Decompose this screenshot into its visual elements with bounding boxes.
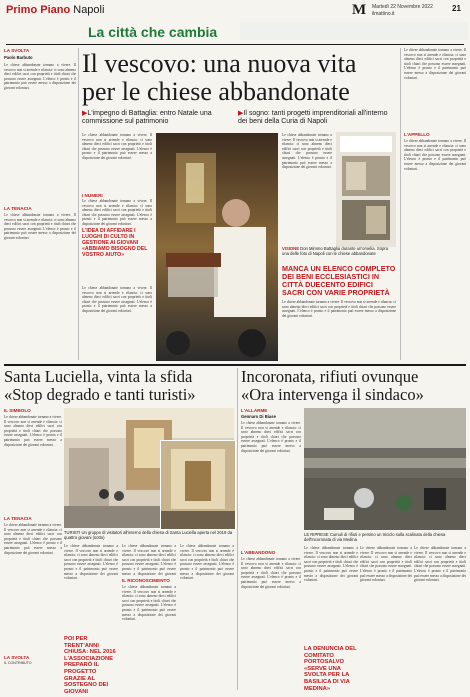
right-body-1: Le chiese abbandonate tornano a vivere. Il vescovo non si arrende e rilancia: ci sono almeno dieci edifici sacri con proprietà e titoli chiari che possono essere assegnati. L'elenco è pronto e il patrimonio può essere messo a disposizione dei giovani volontari. <box>404 48 466 80</box>
left-label-2: LA TENACIA <box>4 206 32 211</box>
site-url: ilmattino.it <box>372 11 395 17</box>
story2-body-2: Le chiese abbandonate tornano a vivere. Il vescovo non si arrende e rilancia: ci sono almeno dieci edifici sacri con proprietà e titoli chiari che possono essere assegnati. L'elenco è pronto e il patrimonio può essere messo a disposizione dei giovani volontari. <box>4 523 62 555</box>
triangle-icon: ▶ <box>238 110 244 117</box>
allarme-label: L'ALLARME <box>241 408 268 413</box>
luciella-caption: TURISTI Un gruppo di visitatori all'interno della chiesa di Santa Luciella aperta nel 2019 da quattro giovani (sotto) <box>64 530 233 540</box>
main-subhead-2: ▶Il sogno: tanti progetti imprenditoriali all'interno dei beni della Curia di Napoli <box>238 110 388 125</box>
main-col-1 <box>82 133 152 228</box>
story2-quote-2: POI PER TRENT'ANNI CHIUSA: NEL 2016 L'ASSOCIAZIONE PREPARÒ IL PROGETTO GRAZIE AL SOSTEGNO DEI GIOVANI <box>64 636 116 695</box>
story3-quote: LA DENUNCIA DEL COMITATO PORTOSALVO «SERVE UNA SVOLTA PER LA BASILICA DI VIA MEDINA» <box>304 646 357 692</box>
masthead <box>0 0 470 22</box>
story3-col-1 <box>241 408 301 548</box>
elenco-box: MANCA UN ELENCO COMPLETO DEI BENI ECCLESIASTICI IN CITTÀ DUECENTO EDIFICI SACRI CON VARIE PROPRIETÀ <box>282 264 396 297</box>
abbandono-label: L'ABBANDONO <box>241 550 276 555</box>
main-body-4: Le chiese abbandonate tornano a vivere. Il vescovo non si arrende e rilancia: ci sono almeno dieci edifici sacri con proprietà e titoli chiari che possono essere assegnati. L'elenco è pronto e il patrimonio può essere messo a disposizione dei giovani volontari. <box>282 133 332 170</box>
story2-body-5: Le chiese abbandonate tornano a vivere. Il vescovo non si arrende e rilancia: ci sono almeno dieci edifici sacri con proprietà e titoli chiari che possono essere assegnati. L'elenco è pronto e il patrimonio può essere messo a disposizione dei giovani volontari. <box>122 585 176 622</box>
right-column <box>404 48 466 362</box>
story3-headline: Incoronata, rifiuti ovunque «Ora intervenga il sindaco» <box>241 367 424 404</box>
story2-body-4: Le chiese abbandonate tornano a vivere. Il vescovo non si arrende e rilancia: ci sono almeno dieci edifici sacri con proprietà e titoli chiari che possono essere assegnati. L'elenco è pronto e il patrimonio può essere messo a disposizione dei giovani <box>122 544 176 576</box>
story3-body-4: Le chiese abbandonate tornano a vivere. Il vescovo non si arrende e rilancia: ci sono almeno dieci edifici sacri con proprietà e titoli chiari che possono essere assegnati. L'elenco è pronto e il patrimonio può essere messo a disposizione dei giovani volontari. <box>360 546 412 583</box>
right-divider <box>400 48 401 360</box>
incoronata-photo-svg <box>304 408 466 530</box>
issue-date: Martedì 22 Novembre 2022 <box>372 4 433 10</box>
bishop-photo-svg <box>156 133 278 361</box>
numbers-label: I NUMERI <box>82 193 103 198</box>
story-divider <box>237 368 238 690</box>
incoronata-caption: LE RIPRESE Cumuli di rifiuti e persino un triciclo sulla scalinata della chiesa dell'Incoronata di via Medina <box>304 532 446 542</box>
kicker-rule <box>6 44 464 45</box>
riconoscimento-label: IL RICONOSCIMENTO <box>122 578 170 583</box>
main-body-2: Le chiese abbandonate tornano a vivere. Il vescovo non si arrende e rilancia: ci sono almeno dieci edifici sacri con proprietà e titoli chiari che possono essere assegnati. L'elenco è pronto e il patrimonio può essere messo a disposizione dei giovani volontari. <box>82 199 152 226</box>
left-column <box>4 48 76 363</box>
right-body-2: Le chiese abbandonate tornano a vivere. Il vescovo non si arrende e rilancia: ci sono almeno dieci edifici sacri con proprietà e titoli chiari che possono essere assegnati. L'elenco è pronto e il patrimonio può essere messo a disposizione dei giovani volontari. <box>404 139 466 171</box>
section-name: Primo Piano Napoli <box>6 4 105 16</box>
story2-body-3: Le chiese abbandonate tornano a vivere. Il vescovo non si arrende e rilancia: ci sono almeno dieci edifici sacri con proprietà e titoli chiari che possono essere assegnati. L'elenco è pronto e il patrimonio può essere messo a disposizione dei giovani volontari. <box>64 544 118 581</box>
left-label: LA SVOLTA <box>4 48 30 53</box>
story2-col-2 <box>64 544 118 695</box>
story2-body-1: Le chiese abbandonate tornano a vivere. Il vescovo non si arrende e rilancia: ci sono almeno dieci edifici sacri con proprietà e titoli chiari che possono essere assegnati. L'elenco è pronto e il patrimonio può essere messo a disposizione dei giovani volontari. <box>4 415 62 447</box>
quote-box-main: L'IDEA DI AFFIDARE I LUOGHI DI CULTO IN GESTIONE AI GIOVANI «ABBIAMO BISOGNO DEL VOSTRO AIUTO» <box>82 228 148 258</box>
kicker: La città che cambia <box>88 24 218 40</box>
inset-photo <box>336 132 396 247</box>
story3-body-5: Le chiese abbandonate tornano a vivere. Il vescovo non si arrende e rilancia: ci sono almeno dieci edifici sacri con proprietà e titoli chiari che possono essere assegnati. L'elenco è pronto e il patrimonio può essere messo a disposizione dei giovani volontari. <box>414 546 466 583</box>
left-author: Paolo Barbuto <box>4 55 33 60</box>
main-headline: Il vescovo: una nuova vita per le chiese abbandonate <box>82 49 357 106</box>
story2-col-1 <box>4 408 62 688</box>
story3-col-2 <box>241 550 301 690</box>
story3-col-4 <box>360 546 412 690</box>
story3-body-3: Le chiese abbandonate tornano a vivere. Il vescovo non si arrende e rilancia: ci sono almeno dieci edifici sacri con proprietà e titoli chiari che possono essere assegnati. L'elenco è pronto e il patrimonio può essere messo a disposizione dei giovani volontari. <box>304 546 358 583</box>
story3-body-2: Le chiese abbandonate tornano a vivere. Il vescovo non si arrende e rilancia: ci sono almeno dieci edifici sacri con proprietà e titoli chiari che possono essere assegnati. L'elenco è pronto e il patrimonio può essere messo a disposizione dei giovani volontari. <box>241 557 301 589</box>
luciella-inset-photo <box>160 440 236 530</box>
main-subhead-1: ▶L'impegno di Battaglia: entro Natale una commissione sul patrimonio <box>82 110 212 125</box>
luciella-inset-svg <box>161 441 235 529</box>
story2-col-4 <box>180 544 234 689</box>
left-body-2: Le chiese abbandonate tornano a vivere. Il vescovo non si arrende e rilancia: ci sono almeno dieci edifici sacri con proprietà e titoli chiari che possono essere assegnati. L'elenco è pronto e il patrimonio può essere messo a disposizione dei giovani volontari. <box>4 213 76 240</box>
story3-col-3 <box>304 546 358 690</box>
story2-col-3 <box>122 544 176 689</box>
incoronata-photo <box>304 408 466 530</box>
story3-col-5 <box>414 546 466 690</box>
main-body-3: Le chiese abbandonate tornano a vivere. Il vescovo non si arrende e rilancia: ci sono almeno dieci edifici sacri con proprietà e titoli chiari che possono essere assegnati. L'elenco è pronto e il patrimonio può essere messo a disposizione dei giovani volontari. <box>82 286 152 313</box>
appello-label: L'APPELLO <box>404 132 430 137</box>
story2-label-tenacia: LA TENACIA <box>4 516 32 521</box>
bishop-photo <box>156 133 278 361</box>
story2-headline: Santa Luciella, vinta la sfida «Stop degrado e tanti turisti» <box>4 367 196 404</box>
story3-body-1: Le chiese abbandonate tornano a vivere. Il vescovo non si arrende e rilancia: ci sono almeno dieci edifici sacri con proprietà e titoli chiari che possono essere assegnati. L'elenco è pronto e il patrimonio può essere messo a disposizione dei giovani volontari. <box>241 421 301 453</box>
story3-author: Gennaro Di Biase <box>241 414 276 419</box>
inset-photo-svg <box>336 132 396 247</box>
story2-body-6: Le chiese abbandonate tornano a vivere. Il vescovo non si arrende e rilancia: ci sono almeno dieci edifici sacri con proprietà e titoli chiari che possono essere assegnati. L'elenco è pronto e il patrimonio può essere messo a disposizione dei giovani volontari. <box>180 544 234 581</box>
story2-label: IL SIMBOLO <box>4 408 31 413</box>
story2-label-svolta: LA SVOLTA <box>4 655 30 660</box>
page-number: 21 <box>452 4 461 13</box>
section-rule <box>4 364 466 366</box>
story2-bottom-label: IL CONTRIBUTO <box>4 661 32 665</box>
main-photo-caption: VISIONE Don Mimmo Battaglia durante un'omelia. Sopra una delle foto di Napoli con le chiese abbandonate <box>282 246 389 256</box>
main-body-5: Le chiese abbandonate tornano a vivere. Il vescovo non si arrende e rilancia: ci sono almeno dieci edifici sacri con proprietà e titoli chiari che possono essere assegnati. L'elenco è pronto e il patrimonio può essere messo a disposizione dei giovani volontari. <box>282 300 396 318</box>
kicker-band <box>240 22 468 40</box>
main-body-1: Le chiese abbandonate tornano a vivere. Il vescovo non si arrende e rilancia: ci sono almeno dieci edifici sacri con proprietà e titoli chiari che possono essere assegnati. L'elenco è pronto e il patrimonio può essere messo a disposizione dei giovani volontari. <box>82 133 152 160</box>
logo-mark: M <box>352 2 367 18</box>
triangle-icon: ▶ <box>82 110 88 117</box>
left-body-1: Le chiese abbandonate tornano a vivere. Il vescovo non si arrende e rilancia: ci sono almeno dieci edifici sacri con proprietà e titoli chiari che possono essere assegnati. L'elenco è pronto e il patrimonio può essere messo a disposizione dei giovani volontari. <box>4 63 76 90</box>
left-divider <box>78 48 79 360</box>
